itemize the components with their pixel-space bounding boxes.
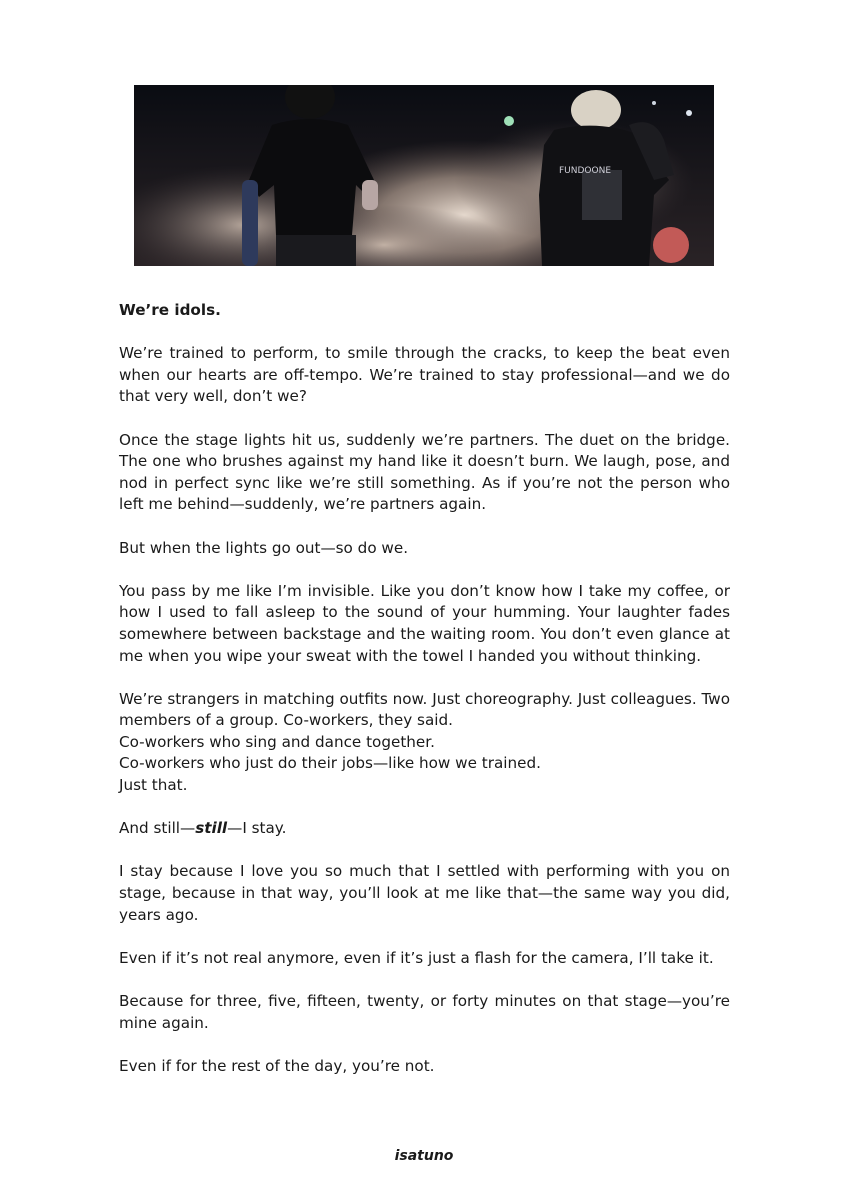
strangers-line-4: Just that.	[119, 776, 188, 795]
story-heading: We’re idols.	[119, 301, 221, 319]
paragraph-trained: We’re trained to perform, to smile through the cracks, to keep the beat even when our hearts are off-tempo. We’re trained to stay professional—and we do that very well, don’t we?	[119, 344, 730, 406]
still-before: And still—	[119, 819, 196, 838]
paragraph-lights-out: But when the lights go out—so do we.	[119, 538, 409, 557]
strangers-line-3: Co-workers who just do their jobs—like how we trained.	[119, 754, 541, 773]
story-text	[119, 300, 730, 1099]
strangers-line-1: We’re strangers in matching outfits now. Just choreography. Just colleagues. Two members of a group. Co-workers, they said.	[119, 689, 730, 730]
author-signature: isatuno	[394, 1148, 454, 1164]
paragraph-strangers	[119, 689, 730, 797]
still-emphasis: still	[195, 819, 228, 838]
jacket-text: FUNDOONE	[559, 166, 612, 176]
paragraph-invisible: You pass by me like I’m invisible. Like you don’t know how I take my coffee, or how I used to fall asleep to the sound of your humming. Your laughter fades somewhere between backstage and the waiting room. You don’t even glance at me when you wipe your sweat with the towel I handed you without thinking.	[119, 581, 730, 665]
paragraph-minutes: Because for three, five, fifteen, twenty, or forty minutes on that stage—you’re mine again.	[119, 992, 730, 1032]
strangers-line-2: Co-workers who sing and dance together.	[119, 732, 435, 751]
paragraph-still	[119, 818, 730, 840]
paragraph-stage-lights: Once the stage lights hit us, suddenly we’re partners. The duet on the bridge. The one who brushes against my hand like it doesn’t burn. We laugh, pose, and nod in perfect sync like we’re still something. As if you’re not the person who left me behind—suddenly, we’re partners again.	[119, 430, 730, 514]
still-after: —I stay.	[227, 819, 287, 838]
concert-stage-photo-icon	[134, 85, 714, 266]
banner-photo	[134, 85, 714, 266]
paragraph-rest-of-day: Even if for the rest of the day, you’re not.	[119, 1056, 435, 1075]
paragraph-i-stay: I stay because I love you so much that I settled with performing with you on stage, because in that way, you’ll look at me like that—the same way you did, years ago.	[119, 862, 730, 924]
paragraph-not-real: Even if it’s not real anymore, even if it’s just a flash for the camera, I’ll take it.	[119, 948, 714, 967]
